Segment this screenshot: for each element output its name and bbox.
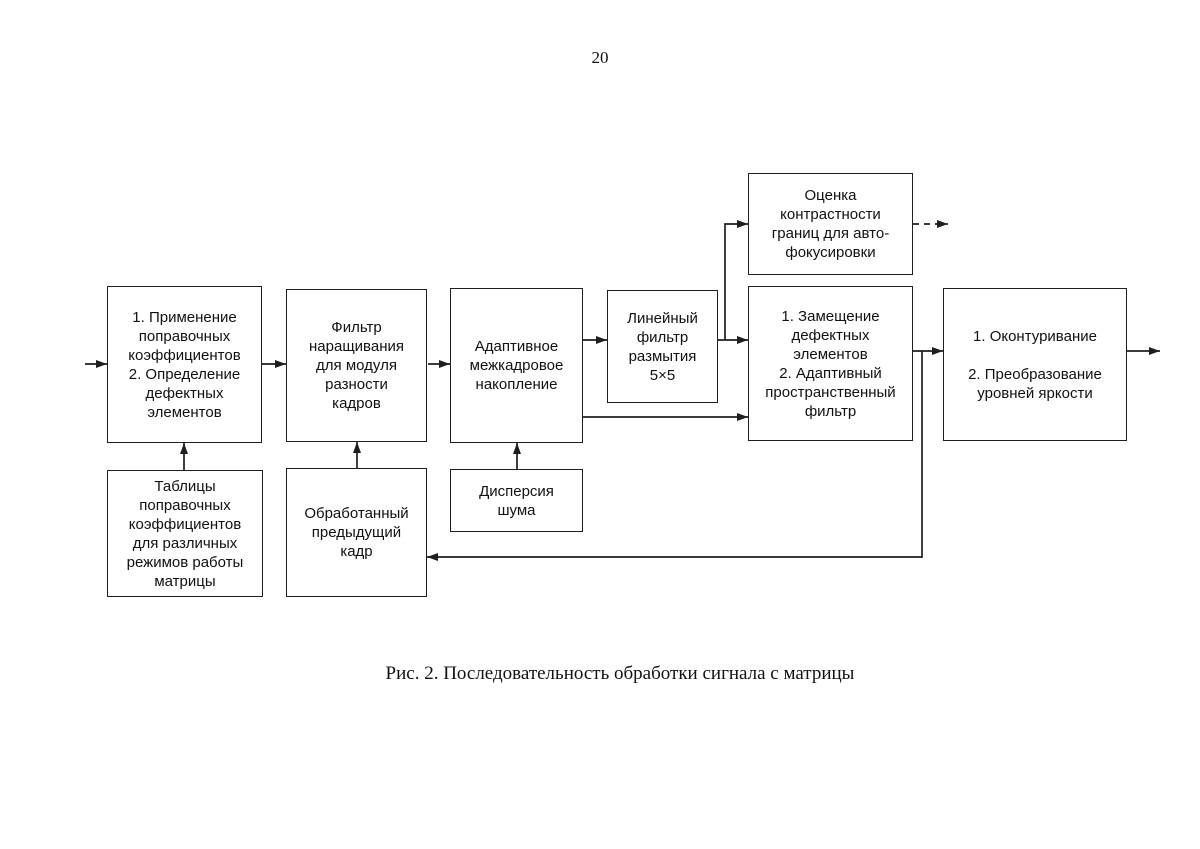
box-noise-variance: [450, 469, 583, 532]
arrow-branch-to-autofocus: [725, 224, 748, 340]
box-defect-replacement-label: 1. Замещение дефектных элементов 2. Адаптивный пространственный фильтр: [765, 307, 896, 420]
box-linear-blur-filter-label: Линейный фильтр размытия 5×5: [627, 309, 698, 384]
box-linear-blur-filter: [607, 290, 718, 403]
box-interframe-accumulation-label: Адаптивное межкадровое накопление: [469, 338, 564, 393]
box-defect-replacement: [748, 286, 913, 441]
figure-caption: Рис. 2. Последовательность обработки сигнала с матрицы: [385, 663, 855, 684]
box-correction-coefficients-label: 1. Применение поправочных коэффициентов 2. Определение дефектных элементов: [128, 308, 241, 421]
box-growth-filter: [286, 289, 427, 442]
box-noise-variance-label: Дисперсия шума: [479, 482, 554, 519]
box-coefficient-tables: [107, 470, 263, 597]
page-number: 20: [591, 48, 609, 67]
box-previous-frame-label: Обработанный предыдущий кадр: [304, 505, 409, 560]
box-contouring: [943, 288, 1127, 441]
box-autofocus-estimate-label: Оценка контрастности границ для авто- фокусировки: [771, 187, 890, 261]
box-autofocus-estimate: [748, 173, 913, 275]
box-interframe-accumulation: [450, 288, 583, 443]
box-growth-filter-label: Фильтр наращивания для модуля разности кадров: [309, 319, 404, 412]
box-previous-frame: [286, 468, 427, 597]
box-contouring-label: 1. Оконтуривание 2. Преобразование уровней яркости: [968, 327, 1102, 402]
box-coefficient-tables-label: Таблицы поправочных коэффициентов для различных режимов работы матрицы: [126, 477, 244, 590]
box-correction-coefficients: [107, 286, 262, 443]
